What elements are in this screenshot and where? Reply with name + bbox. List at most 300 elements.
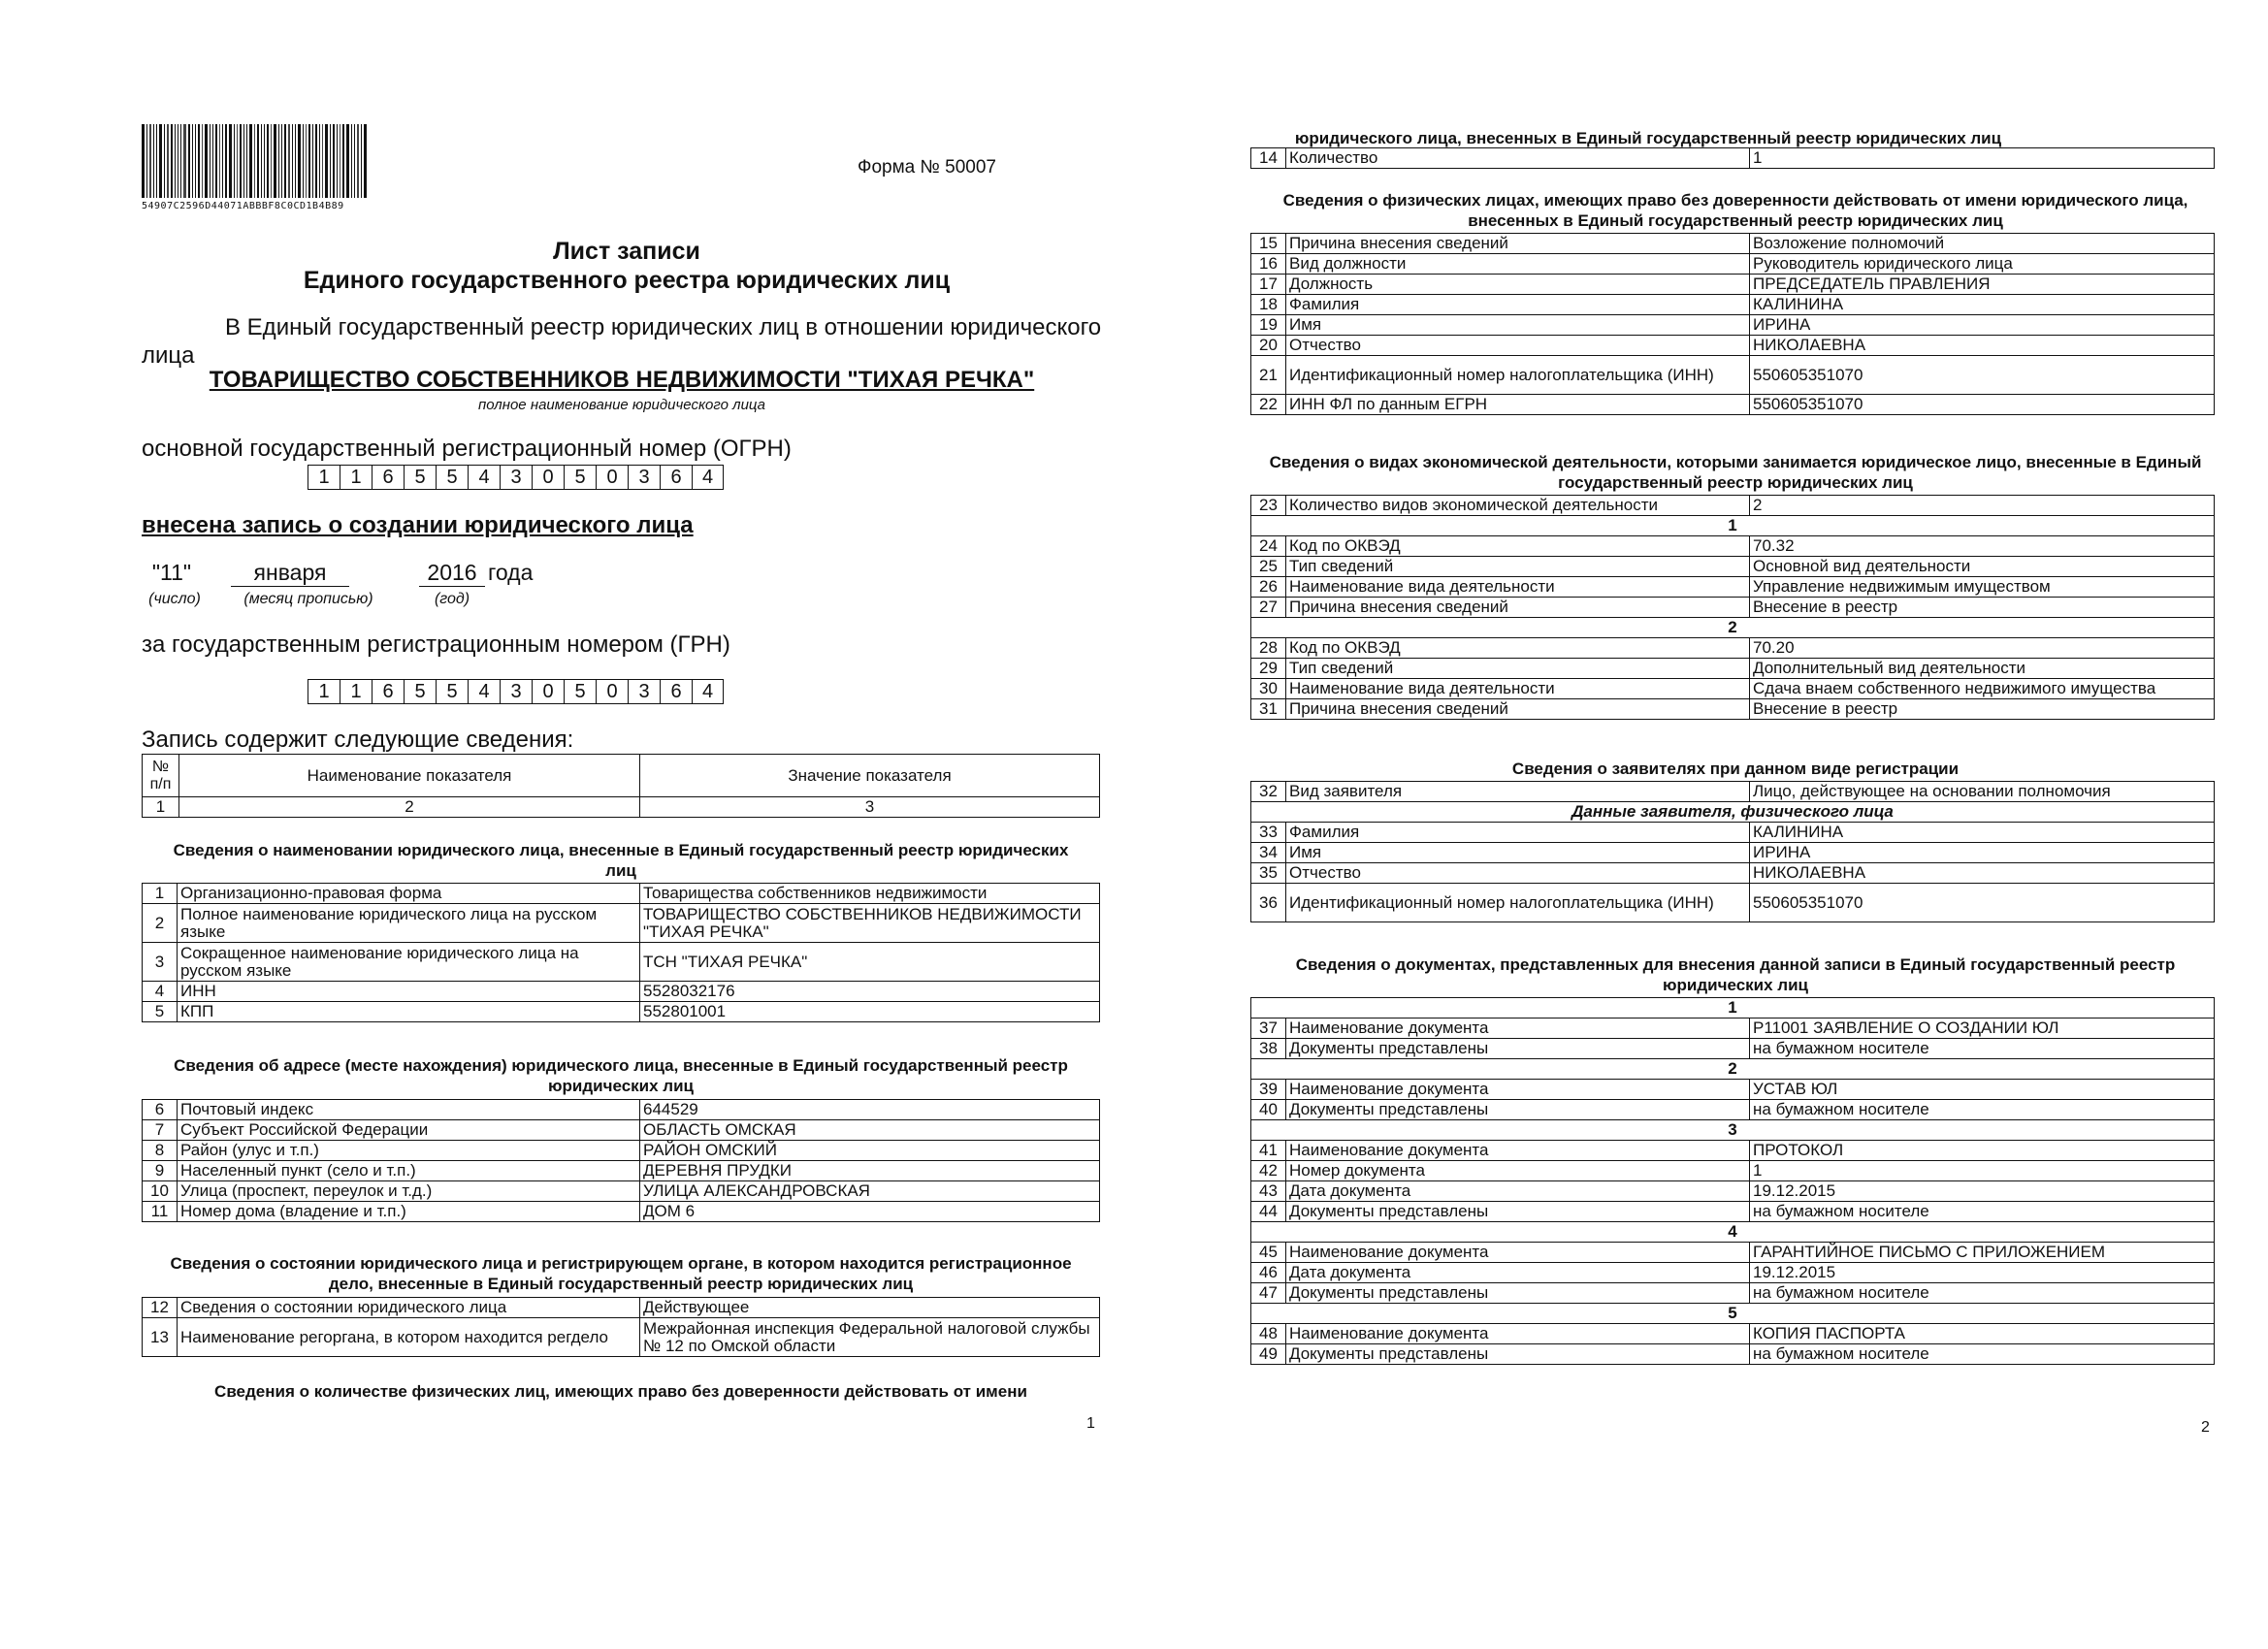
row-number: 2	[143, 904, 178, 943]
barcode-bar	[156, 124, 157, 198]
row-value: Основной вид деятельности	[1750, 557, 2215, 577]
table-row	[1251, 234, 2215, 254]
row-value: 5528032176	[640, 982, 1100, 1002]
table-row	[1251, 336, 2215, 356]
barcode-bar	[175, 124, 176, 198]
digit-box: 5	[404, 465, 436, 490]
row-number: 16	[1251, 254, 1286, 275]
row-number: 37	[1251, 1018, 1286, 1039]
row-label: Дата документа	[1286, 1263, 1750, 1283]
barcode	[142, 124, 399, 211]
row-value: НИКОЛАЕВНА	[1750, 336, 2215, 356]
row-value: Лицо, действующее на основании полномочия	[1750, 782, 2215, 802]
row-label: Улица (проспект, переулок и т.д.)	[178, 1181, 640, 1202]
barcode-bar	[261, 124, 262, 198]
row-number: 27	[1251, 598, 1286, 618]
group-header-row	[1251, 998, 2215, 1018]
row-number: 19	[1251, 315, 1286, 336]
table-row	[1251, 1202, 2215, 1222]
row-label: Фамилия	[1286, 823, 1750, 843]
barcode-bar	[271, 124, 272, 198]
doc-title-line2: Единого государственного реестра юридических лиц	[303, 267, 951, 294]
row-label: Имя	[1286, 315, 1750, 336]
row-number: 1	[143, 884, 178, 904]
row-label: Должность	[1286, 275, 1750, 295]
date-year: 2016	[419, 560, 485, 587]
barcode-bar	[354, 124, 355, 198]
row-label: Наименование регоргана, в котором находится регдело	[178, 1318, 640, 1357]
digit-box: 4	[692, 465, 724, 490]
group-header: 2	[1251, 1059, 2215, 1080]
ogrn-digits	[308, 465, 724, 490]
barcode-bar	[149, 124, 151, 198]
row-label: Почтовый индекс	[178, 1100, 640, 1120]
table-row	[143, 904, 1100, 943]
table-row	[1251, 295, 2215, 315]
barcode-bars	[142, 124, 399, 198]
digit-box: 3	[628, 465, 660, 490]
row-label: Документы представлены	[1286, 1039, 1750, 1059]
row-value: 19.12.2015	[1750, 1263, 2215, 1283]
section-title-documents: Сведения о документах, представленных для внесения данной записи в Единый государственный реестр юридических лиц	[1295, 955, 2176, 994]
row-number: 14	[1251, 148, 1286, 169]
section-title-activity: Сведения о видах экономической деятельности, которыми занимается юридическое лицо, внесенные в Единый государственный реестр юридических лиц	[1269, 453, 2202, 492]
table-row	[1251, 659, 2215, 679]
table-row	[1251, 884, 2215, 922]
row-number: 17	[1251, 275, 1286, 295]
row-label: Количество видов экономической деятельности	[1286, 496, 1750, 516]
row-label: Наименование документа	[1286, 1324, 1750, 1344]
table-row	[1251, 254, 2215, 275]
barcode-bar	[278, 124, 279, 198]
row-value: ТОВАРИЩЕСТВО СОБСТВЕННИКОВ НЕДВИЖИМОСТИ "ТИХАЯ РЕЧКА"	[640, 904, 1100, 943]
row-number: 47	[1251, 1283, 1286, 1304]
table-row	[143, 982, 1100, 1002]
table-row	[1251, 557, 2215, 577]
section-title-persons: Сведения о физических лицах, имеющих право без доверенности действовать от имени юридического лица, внесенных в Единый государственный реестр юридических лиц	[1282, 191, 2188, 230]
barcode-bar	[298, 124, 301, 198]
row-number: 31	[1251, 699, 1286, 720]
row-label: ИНН ФЛ по данным ЕГРН	[1286, 395, 1750, 415]
row-number: 38	[1251, 1039, 1286, 1059]
table-persons	[1250, 233, 2215, 415]
section-title-address: Сведения об адресе (месте нахождения) юридического лица, внесенные в Единый государственный реестр юридических лиц	[174, 1056, 1068, 1095]
barcode-bar	[222, 124, 223, 198]
table-row	[1251, 1344, 2215, 1365]
digit-box: 0	[532, 465, 564, 490]
barcode-bar	[229, 124, 232, 198]
table-row	[1251, 1161, 2215, 1181]
table-row	[1251, 1263, 2215, 1283]
row-value: ОБЛАСТЬ ОМСКАЯ	[640, 1120, 1100, 1141]
group-header-row	[1251, 516, 2215, 536]
row-value: Руководитель юридического лица	[1750, 254, 2215, 275]
row-value: НИКОЛАЕВНА	[1750, 863, 2215, 884]
table-row	[1251, 315, 2215, 336]
row-value: Товарищества собственников недвижимости	[640, 884, 1100, 904]
barcode-bar	[240, 124, 242, 198]
row-label: Вид должности	[1286, 254, 1750, 275]
barcode-bar	[306, 124, 307, 198]
org-name-caption: полное наименование юридического лица	[477, 397, 766, 413]
row-number: 43	[1251, 1181, 1286, 1202]
table-row	[1251, 1181, 2215, 1202]
barcode-bar	[303, 124, 304, 198]
row-value: на бумажном носителе	[1750, 1344, 2215, 1365]
digit-box: 6	[372, 465, 404, 490]
table-row	[143, 1202, 1100, 1222]
header-col-value: Значение показателя	[640, 755, 1100, 797]
row-label: Причина внесения сведений	[1286, 234, 1750, 254]
barcode-bar	[246, 124, 247, 198]
row-number: 21	[1251, 356, 1286, 395]
digit-box: 0	[596, 679, 628, 704]
row-label: Отчество	[1286, 863, 1750, 884]
barcode-bar	[142, 124, 145, 198]
row-label: Документы представлены	[1286, 1283, 1750, 1304]
table-row	[1251, 679, 2215, 699]
row-label: Сведения о состоянии юридического лица	[178, 1298, 640, 1318]
table-row	[1251, 1039, 2215, 1059]
table-row	[1251, 782, 2215, 802]
digit-box: 1	[340, 679, 372, 704]
row-number: 42	[1251, 1161, 1286, 1181]
row-value: 70.32	[1750, 536, 2215, 557]
row-label: Причина внесения сведений	[1286, 598, 1750, 618]
row-number: 18	[1251, 295, 1286, 315]
row-number: 6	[143, 1100, 178, 1120]
date-year-suffix: года	[488, 560, 534, 585]
digit-box: 1	[340, 465, 372, 490]
row-label: Причина внесения сведений	[1286, 699, 1750, 720]
row-label: Код по ОКВЭД	[1286, 638, 1750, 659]
page-number-1: 1	[1086, 1415, 1095, 1432]
barcode-bar	[333, 124, 335, 198]
header-table	[142, 754, 1100, 818]
barcode-bar	[212, 124, 213, 198]
row-number: 20	[1251, 336, 1286, 356]
barcode-bar	[319, 124, 320, 198]
group-header-row	[1251, 618, 2215, 638]
group-header-row	[1251, 802, 2215, 823]
row-label: Дата документа	[1286, 1181, 1750, 1202]
row-number: 48	[1251, 1324, 1286, 1344]
row-label: КПП	[178, 1002, 640, 1022]
barcode-bar	[257, 124, 259, 198]
digit-box: 6	[660, 679, 692, 704]
date-caption-year: (год)	[434, 591, 470, 607]
row-number: 8	[143, 1141, 178, 1161]
row-label: Номер дома (владение и т.п.)	[178, 1202, 640, 1222]
row-number: 10	[143, 1181, 178, 1202]
row-label: Тип сведений	[1286, 557, 1750, 577]
row-number: 13	[143, 1318, 178, 1357]
barcode-bar	[346, 124, 349, 198]
group-header: 4	[1251, 1222, 2215, 1243]
page-2	[1134, 0, 2268, 1649]
barcode-bar	[153, 124, 154, 198]
barcode-bar	[188, 124, 190, 198]
barcode-bar	[249, 124, 252, 198]
row-number: 15	[1251, 234, 1286, 254]
org-name: ТОВАРИЩЕСТВО СОБСТВЕННИКОВ НЕДВИЖИМОСТИ "ТИХАЯ РЕЧКА"	[209, 367, 1035, 393]
table-row	[1251, 1283, 2215, 1304]
barcode-bar	[281, 124, 282, 198]
row-value: 1	[1750, 148, 2215, 169]
row-label: Документы представлены	[1286, 1202, 1750, 1222]
table-state	[142, 1297, 1100, 1357]
row-number: 32	[1251, 782, 1286, 802]
barcode-bar	[205, 124, 208, 198]
row-label: Район (улус и т.п.)	[178, 1141, 640, 1161]
table-row	[1251, 1100, 2215, 1120]
row-number: 5	[143, 1002, 178, 1022]
section-title-state: Сведения о состоянии юридического лица и регистрирующем органе, в котором находится регистрационное дело, внесенные в Единый государственный реестр юридических лиц	[170, 1254, 1072, 1293]
row-number: 34	[1251, 843, 1286, 863]
row-label: Код по ОКВЭД	[1286, 536, 1750, 557]
barcode-bar	[219, 124, 220, 198]
group-header: 1	[1251, 998, 2215, 1018]
row-number: 28	[1251, 638, 1286, 659]
row-number: 45	[1251, 1243, 1286, 1263]
barcode-bar	[361, 124, 362, 198]
barcode-bar	[225, 124, 227, 198]
date-day: "11"	[151, 560, 192, 585]
group-header: 5	[1251, 1304, 2215, 1324]
digit-box: 3	[500, 465, 532, 490]
table-name-info	[142, 883, 1100, 1022]
digit-box: 4	[468, 679, 500, 704]
date-month: января	[231, 560, 349, 587]
barcode-bar	[308, 124, 310, 198]
row-value: ДОМ 6	[640, 1202, 1100, 1222]
row-number: 3	[143, 943, 178, 982]
barcode-text: 54907C2596D44071ABBBF8C0CD1B4B89	[142, 201, 344, 211]
table-row	[1251, 356, 2215, 395]
digit-box: 4	[468, 465, 500, 490]
header-col-number: № п/п	[143, 755, 179, 797]
row-label: Населенный пункт (село и т.п.)	[178, 1161, 640, 1181]
date-caption-month: (месяц прописью)	[243, 591, 373, 607]
barcode-bar	[167, 124, 169, 198]
header-num-2: 2	[179, 797, 640, 818]
digit-box: 5	[436, 679, 468, 704]
section-title-name: Сведения о наименовании юридического лица, внесенные в Единый государственный реестр юридических лиц	[173, 841, 1069, 880]
header-num-1: 1	[143, 797, 179, 818]
table-address	[142, 1099, 1100, 1222]
row-label: Наименование документа	[1286, 1141, 1750, 1161]
row-value: 644529	[640, 1100, 1100, 1120]
row-number: 41	[1251, 1141, 1286, 1161]
row-value: ГАРАНТИЙНОЕ ПИСЬМО С ПРИЛОЖЕНИЕМ	[1750, 1243, 2215, 1263]
row-label: Идентификационный номер налогоплательщика (ИНН)	[1286, 356, 1750, 395]
row-value: УСТАВ ЮЛ	[1750, 1080, 2215, 1100]
group-header: 3	[1251, 1120, 2215, 1141]
table-count	[1250, 147, 2215, 169]
group-header-row	[1251, 1059, 2215, 1080]
barcode-bar	[234, 124, 235, 198]
row-value: ПРЕДСЕДАТЕЛЬ ПРАВЛЕНИЯ	[1750, 275, 2215, 295]
row-value: УЛИЦА АЛЕКСАНДРОВСКАЯ	[640, 1181, 1100, 1202]
table-row	[1251, 496, 2215, 516]
row-label: Организационно-правовая форма	[178, 884, 640, 904]
row-value: 70.20	[1750, 638, 2215, 659]
row-value: ДЕРЕВНЯ ПРУДКИ	[640, 1161, 1100, 1181]
table-row	[143, 1120, 1100, 1141]
row-label: Полное наименование юридического лица на русском языке	[178, 904, 640, 943]
row-value: 552801001	[640, 1002, 1100, 1022]
row-number: 35	[1251, 863, 1286, 884]
digit-box: 1	[308, 465, 340, 490]
row-value: 1	[1750, 1161, 2215, 1181]
digit-box: 3	[628, 679, 660, 704]
row-number: 24	[1251, 536, 1286, 557]
row-label: Отчество	[1286, 336, 1750, 356]
row-number: 46	[1251, 1263, 1286, 1283]
row-value: на бумажном носителе	[1750, 1100, 2215, 1120]
intro-line2: лица	[142, 342, 195, 369]
row-number: 4	[143, 982, 178, 1002]
row-value: РАЙОН ОМСКИЙ	[640, 1141, 1100, 1161]
table-documents	[1250, 997, 2215, 1365]
row-number: 30	[1251, 679, 1286, 699]
grn-digits	[308, 679, 724, 704]
digit-box: 5	[404, 679, 436, 704]
row-label: Наименование документа	[1286, 1018, 1750, 1039]
table-row	[1251, 275, 2215, 295]
table-row	[1251, 843, 2215, 863]
barcode-bar	[267, 124, 269, 198]
header-col-name: Наименование показателя	[179, 755, 640, 797]
section-title-applicants: Сведения о заявителях при данном виде регистрации	[1511, 760, 1960, 778]
contains-label: Запись содержит следующие сведения:	[142, 727, 574, 753]
table-row	[143, 1318, 1100, 1357]
row-value: на бумажном носителе	[1750, 1283, 2215, 1304]
row-label: Номер документа	[1286, 1161, 1750, 1181]
barcode-bar	[243, 124, 244, 198]
barcode-bar	[159, 124, 162, 198]
barcode-bar	[312, 124, 313, 198]
table-row	[143, 1298, 1100, 1318]
barcode-bar	[180, 124, 181, 198]
table-row	[1251, 638, 2215, 659]
row-label: Документы представлены	[1286, 1100, 1750, 1120]
row-number: 39	[1251, 1080, 1286, 1100]
digit-box: 0	[596, 465, 628, 490]
table-row	[1251, 148, 2215, 169]
row-label: Наименование вида деятельности	[1286, 577, 1750, 598]
table-row	[143, 1161, 1100, 1181]
row-value: ТСН "ТИХАЯ РЕЧКА"	[640, 943, 1100, 982]
barcode-bar	[183, 124, 186, 198]
row-label: Наименование документа	[1286, 1243, 1750, 1263]
table-row	[1251, 823, 2215, 843]
barcode-bar	[202, 124, 203, 198]
barcode-bar	[357, 124, 359, 198]
row-value: на бумажном носителе	[1750, 1202, 2215, 1222]
row-number: 23	[1251, 496, 1286, 516]
row-label: Документы представлены	[1286, 1344, 1750, 1365]
table-row	[143, 1002, 1100, 1022]
digit-box: 6	[372, 679, 404, 704]
row-value: 550605351070	[1750, 356, 2215, 395]
barcode-bar	[337, 124, 338, 198]
row-label: Количество	[1286, 148, 1750, 169]
table-row	[1251, 1080, 2215, 1100]
barcode-bar	[288, 124, 290, 198]
row-value: Внесение в реестр	[1750, 598, 2215, 618]
table-row	[1251, 1243, 2215, 1263]
table-row	[1251, 536, 2215, 557]
group-header: 1	[1251, 516, 2215, 536]
group-header-row	[1251, 1304, 2215, 1324]
row-number: 22	[1251, 395, 1286, 415]
row-value: 550605351070	[1750, 884, 2215, 922]
row-label: Наименование документа	[1286, 1080, 1750, 1100]
doc-title-line1: Лист записи	[553, 238, 700, 265]
row-number: 7	[143, 1120, 178, 1141]
table-row	[1251, 598, 2215, 618]
row-value: ИРИНА	[1750, 315, 2215, 336]
barcode-bar	[264, 124, 265, 198]
row-value: Управление недвижимым имуществом	[1750, 577, 2215, 598]
barcode-bar	[164, 124, 165, 198]
table-row	[143, 1181, 1100, 1202]
barcode-bar	[292, 124, 293, 198]
row-number: 12	[143, 1298, 178, 1318]
row-label: Имя	[1286, 843, 1750, 863]
grn-label: за государственным регистрационным номером (ГРН)	[142, 631, 730, 658]
row-label: Сокращенное наименование юридического лица на русском языке	[178, 943, 640, 982]
row-value: Дополнительный вид деятельности	[1750, 659, 2215, 679]
barcode-bar	[192, 124, 193, 198]
digit-box: 5	[564, 465, 596, 490]
row-value: Сдача внаем собственного недвижимого имущества	[1750, 679, 2215, 699]
barcode-bar	[330, 124, 331, 198]
barcode-bar	[195, 124, 196, 198]
row-value: КАЛИНИНА	[1750, 823, 2215, 843]
table-row	[143, 1100, 1100, 1120]
group-header-row	[1251, 1120, 2215, 1141]
row-number: 44	[1251, 1202, 1286, 1222]
barcode-bar	[198, 124, 200, 198]
barcode-bar	[210, 124, 211, 198]
table-applicants	[1250, 781, 2215, 922]
barcode-bar	[315, 124, 317, 198]
row-label: Идентификационный номер налогоплательщика (ИНН)	[1286, 884, 1750, 922]
row-label: Фамилия	[1286, 295, 1750, 315]
table-row	[143, 943, 1100, 982]
header-num-3: 3	[640, 797, 1100, 818]
table-row	[1251, 395, 2215, 415]
table-row	[143, 884, 1100, 904]
row-value: ПРОТОКОЛ	[1750, 1141, 2215, 1161]
barcode-bar	[171, 124, 173, 198]
barcode-bar	[254, 124, 255, 198]
barcode-bar	[215, 124, 217, 198]
row-value: Р11001 ЗАЯВЛЕНИЕ О СОЗДАНИИ ЮЛ	[1750, 1018, 2215, 1039]
row-label: Наименование вида деятельности	[1286, 679, 1750, 699]
group-header: Данные заявителя, физического лица	[1251, 802, 2215, 823]
barcode-bar	[322, 124, 323, 198]
row-value: ИРИНА	[1750, 843, 2215, 863]
row-number: 29	[1251, 659, 1286, 679]
row-value: на бумажном носителе	[1750, 1039, 2215, 1059]
row-number: 49	[1251, 1344, 1286, 1365]
table-row	[1251, 863, 2215, 884]
intro-line1: В Единый государственный реестр юридических лиц в отношении юридического	[225, 314, 1102, 340]
table-row	[1251, 699, 2215, 720]
